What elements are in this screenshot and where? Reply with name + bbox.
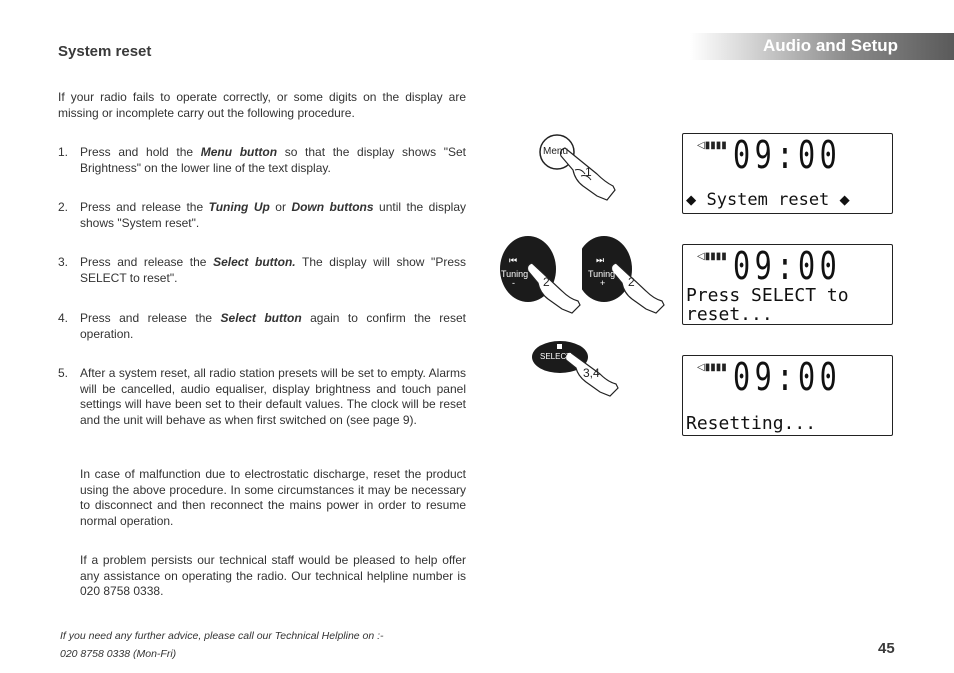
tuning-up-sign: +: [600, 278, 606, 288]
tuning-up-label: Tuning: [588, 269, 616, 279]
clock-time: 09:00: [733, 355, 842, 399]
tuning-down-illustration: [498, 235, 583, 315]
step-1-text: Press and hold the Menu button so that the display shows "Set Brightness" on the lower line of the text display.: [80, 145, 467, 175]
step-number: 5.: [58, 366, 69, 380]
select-press-illustration: [530, 338, 625, 398]
lcd-line-2: reset...: [686, 304, 773, 325]
step-2-text: Press and release the Tuning Up or Down buttons until the display shows "System reset".: [80, 200, 467, 230]
step-number: 4.: [58, 311, 69, 325]
footer-phone: 020 8758 0338 (Mon-Fri): [60, 648, 177, 660]
section-title: System reset: [58, 43, 152, 60]
signal-strength-icon: ◁▮▮▮▮: [697, 251, 727, 262]
clock-time: 09:00: [733, 244, 842, 288]
select-button-icon: [530, 338, 625, 398]
page-number: 45: [878, 640, 895, 657]
lcd-line-1: ◆ System reset ◆: [686, 190, 850, 210]
step-4-text: Press and release the Select button again to confirm the reset operation.: [80, 311, 466, 341]
step-3-text: Press and release the Select button. The display will show "Press SELECT to reset".: [80, 255, 466, 285]
step-marker: 1: [585, 165, 592, 179]
helpline-note: If a problem persists our technical staff would be pleased to help offer any assistance on operating the radio. Our technical helpline number is 020 8758 0338.: [80, 553, 466, 598]
step-marker: 2: [543, 275, 550, 289]
menu-press-illustration: [535, 130, 625, 205]
lcd-line-2: Resetting...: [686, 413, 817, 434]
esd-note: In case of malfunction due to electrostatic discharge, reset the product using the above procedure. In some circumstances it may be necessary to disconnect and then reconnect the mains power in order to resume normal operation.: [80, 467, 466, 528]
step-marker: 2: [628, 275, 635, 289]
step-marker: 3,4: [583, 366, 600, 380]
chapter-banner: [690, 33, 954, 60]
chapter-title: Audio and Setup: [762, 36, 898, 55]
lcd-display-resetting: [682, 355, 893, 436]
tuning-down-label: Tuning: [501, 269, 529, 279]
hand-icon: [535, 130, 625, 205]
lcd-display-system-reset: [682, 133, 893, 214]
select-button-label: SELECT: [540, 352, 572, 361]
step-number: 1.: [58, 145, 69, 159]
intro-paragraph: If your radio fails to operate correctly, or some digits on the display are missing or incomplete carry out the following procedure.: [58, 90, 466, 120]
step-number: 2.: [58, 200, 69, 214]
skip-forward-icon: ⏭: [596, 255, 605, 265]
clock-time: 09:00: [733, 133, 842, 177]
step-5-text: After a system reset, all radio station presets will be set to empty. Alarms will be cancelled, audio equaliser, display brightness and touch panel settings will have been set to their default values. The clock will be reset and the unit will behave as when first switched on (see page 9).: [80, 366, 466, 427]
menu-button-label: Menu: [543, 146, 569, 157]
signal-strength-icon: ◁▮▮▮▮: [697, 362, 727, 373]
tuning-down-sign: -: [512, 278, 515, 288]
lcd-display-press-select: [682, 244, 893, 325]
step-number: 3.: [58, 255, 69, 269]
skip-back-icon: ⏮: [509, 255, 518, 265]
tuning-up-illustration: [582, 235, 667, 315]
footer-advice: If you need any further advice, please call our Technical Helpline on :-: [60, 630, 384, 642]
signal-strength-icon: ◁▮▮▮▮: [697, 140, 727, 151]
lcd-line-1: Press SELECT to: [686, 285, 849, 306]
